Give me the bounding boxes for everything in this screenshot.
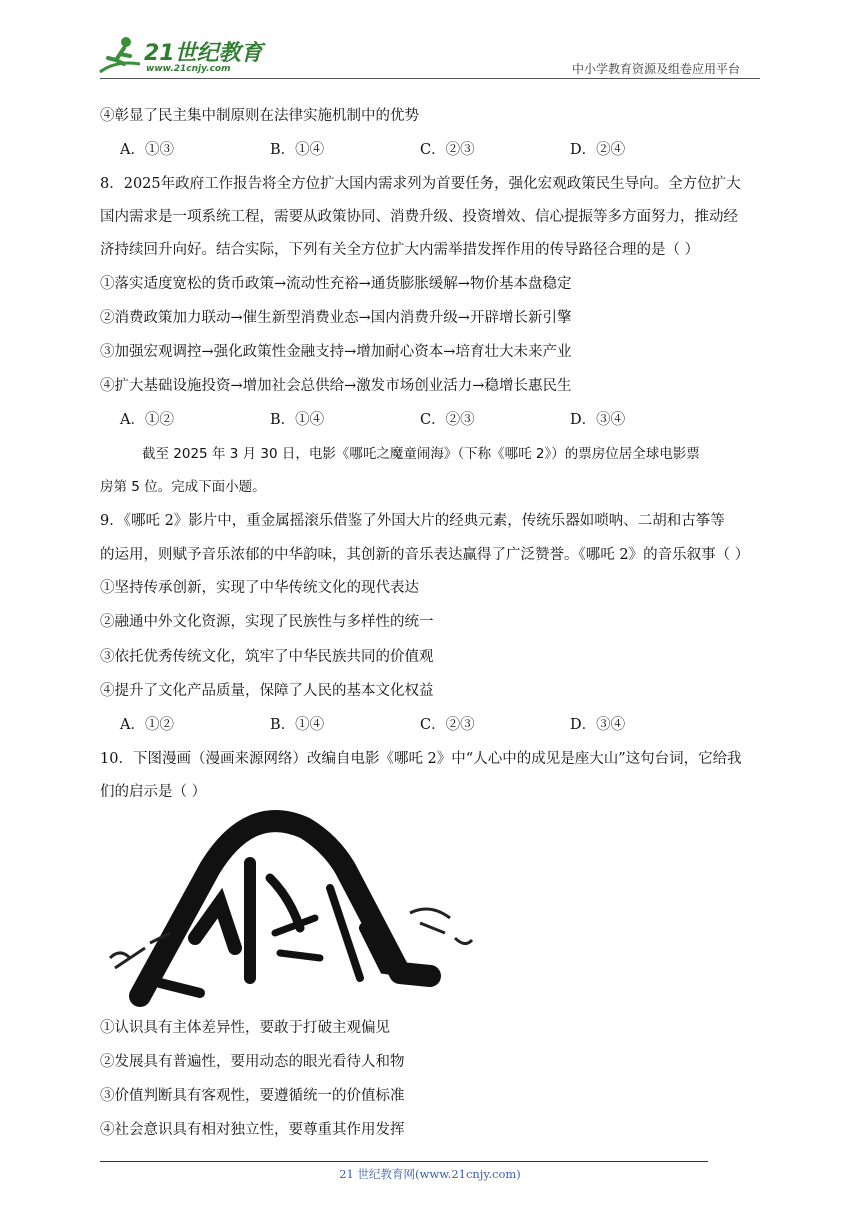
- platform-name: 中小学教育资源及组卷应用平台: [572, 62, 741, 76]
- q9-item-1: ①坚持传承创新，实现了中华传统文化的现代表达: [100, 580, 419, 596]
- q8-options: [120, 410, 760, 430]
- q8-item-4: ④扩大基础设施投资→增加社会总供给→激发市场创业活力→稳增长惠民生: [100, 378, 572, 394]
- q8-item-2: ②消费政策加力联动→催生新型消费业态→国内消费升级→开辟增长新引擎: [100, 310, 572, 326]
- option-c: C．②③: [420, 142, 475, 158]
- footer-rule: [100, 1161, 708, 1162]
- option-b: B．①④: [270, 142, 325, 158]
- logo-text: 21世纪教育: [144, 41, 263, 66]
- q8-item-3: ③加强宏观调控→强化政策性金融支持→增加耐心资本→培育壮大未来产业: [100, 344, 572, 360]
- q10-item-2: ②发展具有普遍性，要用动态的眼光看待人和物: [100, 1054, 405, 1070]
- material-intro-line2: 房第 5 位。完成下面小题。: [100, 479, 266, 495]
- prev-item-4: ④彰显了民主集中制原则在法律实施机制中的优势: [100, 108, 419, 124]
- q9-item-4: ④提升了文化产品质量，保障了人民的基本文化权益: [100, 683, 434, 699]
- q8-item-1: ①落实适度宽松的货币政策→流动性充裕→通货膨胀缓解→物价基本盘稳定: [100, 276, 572, 292]
- q8-stem-line2: 国内需求是一项系统工程，需要从政策协同、消费升级、投资增效、信心提振等多方面努力，推动经: [100, 209, 738, 225]
- footer-text: 21 世纪教育网(www.21cnjy.com): [339, 1167, 521, 1181]
- q10-stem-line2: 们的启示是（ ）: [100, 784, 207, 800]
- option-b: B．①④: [270, 412, 325, 428]
- cartoon-mountain-image: [100, 808, 480, 1008]
- q8-stem-line3: 济持续回升向好。结合实际，下列有关全方位扩大内需举措发挥作用的传导路径合理的是（ ）: [100, 242, 700, 258]
- option-c: C．②③: [420, 412, 475, 428]
- q10-stem-line1: 10．下图漫画（漫画来源网络）改编自电影《哪吒 2》中“人心中的成见是座大山”这句台词，它给我: [100, 751, 742, 767]
- option-c: C．②③: [420, 717, 475, 733]
- q9-stem-line1: 9．《哪吒 2》影片中，重金属摇滚乐借鉴了外国大片的经典元素，传统乐器如唢呐、二胡和古筝等: [100, 513, 725, 529]
- site-logo: [96, 34, 266, 78]
- option-d: D．②④: [570, 142, 626, 158]
- option-d: D．③④: [570, 717, 626, 733]
- option-b: B．①④: [270, 717, 325, 733]
- prev-options: [120, 140, 760, 160]
- option-d: D．③④: [570, 412, 626, 428]
- q9-item-3: ③依托优秀传统文化，筑牢了中华民族共同的价值观: [100, 649, 434, 665]
- q10-item-4: ④社会意识具有相对独立性，要尊重其作用发挥: [100, 1122, 405, 1138]
- q9-stem-line2: 的运用，则赋予音乐浓郁的中华韵味，其创新的音乐表达赢得了广泛赞誉。《哪吒 2》的音乐叙事（ ）: [100, 547, 750, 563]
- q10-item-1: ①认识具有主体差异性，要敢于打破主观偏见: [100, 1020, 390, 1036]
- option-a: A．①②: [120, 412, 174, 428]
- q9-options: [120, 715, 760, 735]
- option-a: A．①③: [120, 142, 174, 158]
- logo-url: www.21cnjy.com: [146, 64, 231, 74]
- runner-logo-icon: [96, 34, 142, 78]
- option-a: A．①②: [120, 717, 174, 733]
- q10-item-3: ③价值判断具有客观性，要遵循统一的价值标准: [100, 1088, 405, 1104]
- q8-stem-line1: 8．2025年政府工作报告将全方位扩大国内需求列为首要任务，强化宏观政策民生导向。全方位扩大: [100, 176, 741, 192]
- header-rule: [100, 78, 760, 79]
- q9-item-2: ②融通中外文化资源，实现了民族性与多样性的统一: [100, 614, 434, 630]
- material-intro-line1: 截至 2025 年 3 月 30 日，电影《哪吒之魔童闹海》（下称《哪吒 2》）的票房位居全球电影票: [142, 446, 700, 462]
